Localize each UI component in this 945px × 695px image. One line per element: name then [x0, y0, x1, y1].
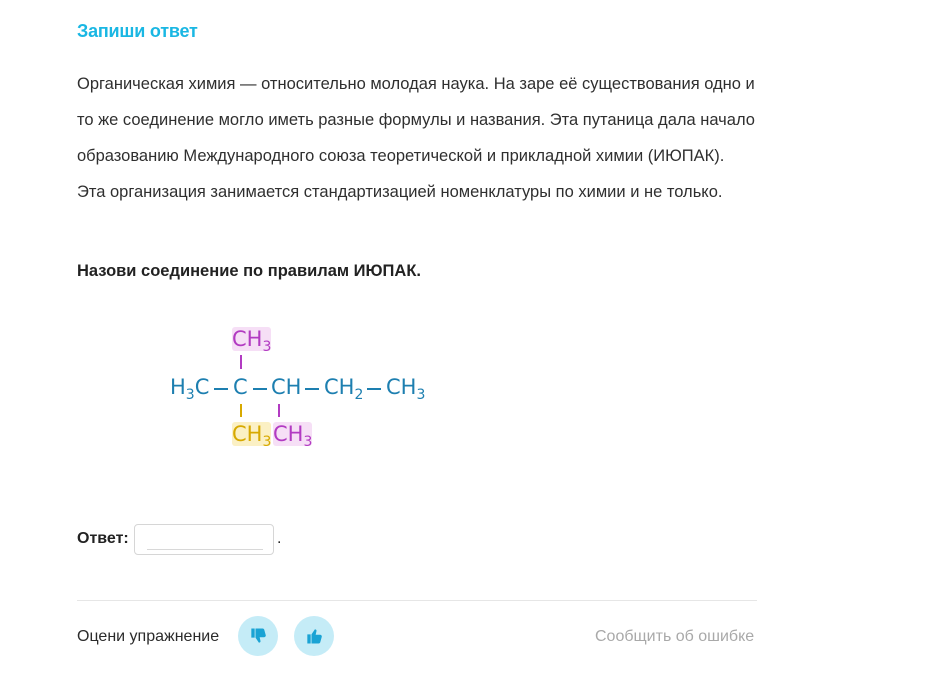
bond-chain-3 — [305, 388, 319, 390]
structural-formula — [160, 318, 460, 468]
formula-chain-atom-4: $CH_2$ — [324, 375, 364, 403]
formula-chain-atom-3: CH — [271, 375, 302, 399]
formula-chain-atom-2: C — [233, 375, 248, 399]
rate-label: Оцени упражнение — [77, 628, 220, 645]
dislike-button[interactable] — [238, 616, 278, 656]
like-button[interactable] — [294, 616, 334, 656]
exercise-heading: Запиши ответ — [77, 21, 198, 41]
bond-bottom-2 — [278, 404, 280, 417]
bond-bottom-1 — [240, 404, 242, 417]
formula-top-methyl: $CH_3$ — [232, 327, 272, 355]
bond-top — [240, 355, 242, 369]
bond-chain-1 — [214, 388, 228, 390]
bond-chain-2 — [253, 388, 267, 390]
task-text: Назови соединение по правилам ИЮПАК. — [77, 262, 421, 280]
answer-label: Ответ: — [77, 530, 129, 547]
formula-bottom-methyl-1: $CH_3$ — [232, 422, 272, 450]
thumbs-up-icon — [304, 626, 324, 646]
divider — [77, 600, 757, 601]
formula-chain-atom-1: $H_3C$ — [170, 375, 210, 403]
formula-chain-atom-5: $CH_3$ — [386, 375, 426, 403]
report-error-link[interactable]: Сообщить об ошибке — [595, 628, 755, 645]
answer-suffix: . — [277, 530, 282, 547]
formula-bottom-methyl-2: $CH_3$ — [273, 422, 313, 450]
exercise-paragraph: Органическая химия — относительно молодая наука. На заре её существования одно и то же соединение могло иметь разные формулы и названия. Эта путаница дала начало образованию Международного союза теоретической и прикладной химии (ИЮПАК). Эта организация занимается стандартизацией номенклатуры по химии и не только. — [77, 75, 755, 201]
answer-input[interactable] — [147, 529, 263, 550]
bond-chain-4 — [367, 388, 381, 390]
answer-field[interactable] — [134, 524, 274, 555]
thumbs-down-icon — [248, 626, 268, 646]
